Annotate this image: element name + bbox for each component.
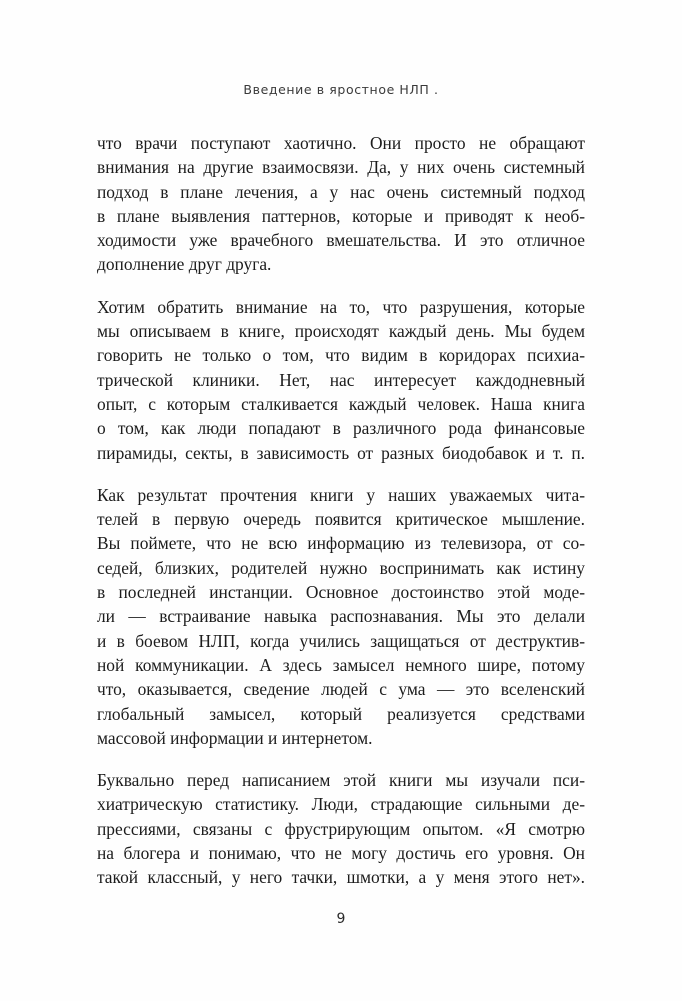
text-line: массовой информации и интернетом.	[97, 727, 373, 748]
text-line: глобальный замысел, который реализуется средствами	[97, 703, 585, 724]
text-line: хиатрическую статистику. Люди, страдающие сильными де-	[97, 794, 585, 815]
text-line: дополнение друг друга.	[97, 254, 272, 275]
text-line: Буквально перед написанием этой книги мы изучали пси-	[97, 770, 585, 791]
text-line: ной коммуникации. А здесь замысел немного шире, потому	[97, 654, 585, 675]
running-title: Введение в яростное НЛП .	[243, 82, 439, 97]
text-line: в последней инстанции. Основное достоинство этой моде-	[97, 582, 585, 603]
text-line: и в боевом НЛП, когда учились защищаться от деструктив-	[97, 630, 585, 651]
paragraph-1	[97, 131, 585, 277]
text-line: подход в плане лечения, а у нас очень системный подход	[97, 181, 585, 202]
text-line: внимания на другие взаимосвязи. Да, у них очень системный	[97, 157, 585, 178]
text-line: седей, близких, родителей нужно воспринимать как истину	[97, 557, 585, 578]
text-line: пирамиды, секты, в зависимость от разных биодобавок и т. п.	[97, 442, 585, 463]
text-line: говорить не только о том, что видим в коридорах психиа-	[97, 345, 585, 366]
page-number: 9	[336, 911, 346, 927]
paragraph-4	[97, 768, 585, 889]
text-line: опыт, с которым сталкивается каждый человек. Наша книга	[97, 393, 585, 414]
text-line: мы описываем в книге, происходят каждый день. Мы будем	[97, 321, 585, 342]
body-text	[97, 131, 585, 908]
text-line: что, оказывается, сведение людей с ума — это вселенский	[97, 679, 585, 700]
text-line: в плане выявления паттернов, которые и приводят к необ-	[97, 205, 585, 226]
text-line: о том, как люди попадают в различного рода финансовые	[97, 418, 585, 439]
text-line: Вы поймете, что не всю информацию из телевизора, от со-	[97, 533, 585, 554]
text-line: телей в первую очередь появится критическое мышление.	[97, 509, 585, 530]
paragraph-3	[97, 483, 585, 750]
text-line: трической клиники. Нет, нас интересует каждодневный	[97, 369, 585, 390]
text-line: на блогера и понимаю, что не могу достичь его уровня. Он	[97, 843, 585, 864]
text-line: что врачи поступают хаотично. Они просто не обращают	[97, 133, 585, 153]
paragraph-2	[97, 295, 585, 465]
text-line: Хотим обратить внимание на то, что разрушения, которые	[97, 296, 585, 317]
text-line: прессиями, связаны с фрустрирующим опытом. «Я смотрю	[97, 818, 585, 839]
text-line: Как результат прочтения книги у наших уважаемых чита-	[97, 484, 585, 505]
text-line: ли — встраивание навыка распознавания. Мы это делали	[97, 606, 585, 627]
text-line: ходимости уже врачебного вмешательства. И это отличное	[97, 230, 585, 251]
text-line: такой классный, у него тачки, шмотки, а у меня этого нет».	[97, 867, 585, 888]
